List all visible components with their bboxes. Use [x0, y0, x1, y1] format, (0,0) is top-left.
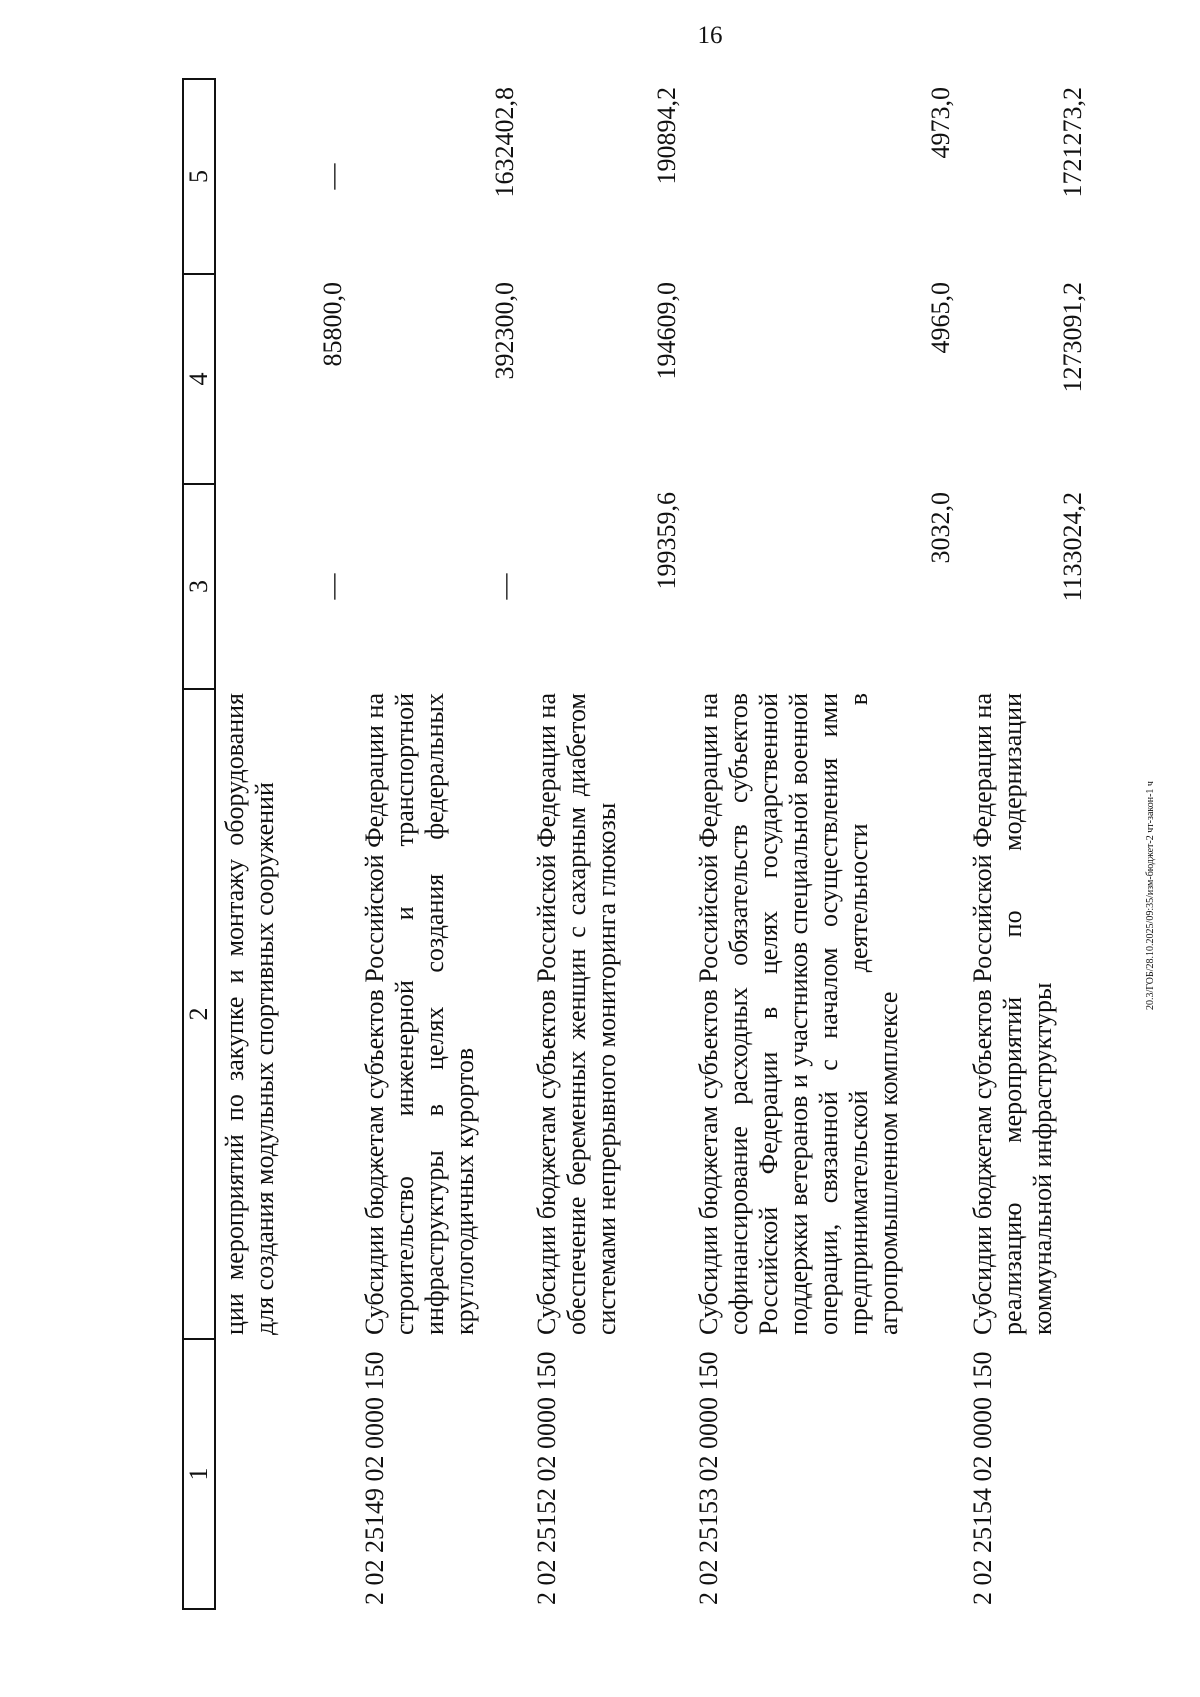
row-value-col3: 3032,0 [926, 492, 955, 564]
table-row [348, 79, 520, 1609]
row-value-col4: 4965,0 [926, 282, 955, 354]
header-col-4: 4 [183, 274, 215, 484]
row-description: Субсидии бюджетам субъектов Российской Федерации на реализацию мероприятий по модернизации коммунальной инфраструктуры [968, 693, 1057, 1335]
rotated-table-container [182, 80, 1087, 1610]
row-description: Субсидии бюджетам субъектов Российской Федерации на обеспечение беременных женщин с сахарным диабетом системами непрерывного мониторинга глюкозы [532, 693, 621, 1335]
row-value-col3: — [490, 573, 519, 600]
budget-table [182, 78, 1088, 1610]
row-code: 2 02 25153 02 0000 150 [694, 1351, 723, 1605]
row-value-col5: 4973,0 [926, 87, 955, 159]
row-code [215, 1339, 348, 1609]
row-code: 2 02 25154 02 0000 150 [968, 1351, 997, 1605]
table-row [520, 79, 682, 1609]
row-value-col5: — [318, 163, 347, 190]
row-value-col3: — [318, 573, 347, 600]
row-description: ции мероприятий по закупке и монтажу оборудования для создания модульных спортивных сооружений [220, 693, 279, 1335]
row-value-col4: 1273091,2 [1058, 282, 1087, 393]
row-code: 2 02 25152 02 0000 150 [532, 1351, 561, 1605]
header-col-5: 5 [183, 79, 215, 274]
row-value-col5: 1632402,8 [490, 87, 519, 198]
row-value-col4: 392300,0 [490, 282, 519, 380]
row-value-col4: 194609,0 [652, 282, 681, 380]
header-col-2: 2 [183, 689, 215, 1339]
row-description: Субсидии бюджетам субъектов Российской Федерации на софинансирование расходных обязательств субъектов Российской Федерации в целях государственной поддержки ветеранов и участников специальной военной операции, связанной с началом осуществления ими предпринимательской деятельности в агропромышленном комплексе [694, 693, 903, 1335]
row-value-col5: 190894,2 [652, 87, 681, 185]
row-code: 2 02 25149 02 0000 150 [360, 1351, 389, 1605]
table-row [215, 79, 348, 1609]
document-footer-code: 20.3/ГОБ/28.10.2025/09:35/изм-бюджет-2 чт-закон-1 ч [1145, 781, 1156, 1010]
row-value-col3: 1133024,2 [1058, 492, 1087, 602]
header-col-3: 3 [183, 484, 215, 689]
row-value-col3: 199359,6 [652, 492, 681, 590]
table-header [183, 79, 215, 1609]
row-description: Субсидии бюджетам субъектов Российской Федерации на строительство инженерной и транспортной инфраструктуры в целях создания федеральных круглогодичных курортов [360, 693, 479, 1335]
row-value-col4: 85800,0 [318, 282, 347, 367]
row-value-col5: 1721273,2 [1058, 87, 1087, 198]
header-col-1: 1 [183, 1339, 215, 1609]
table-row [956, 79, 1088, 1609]
page-number: 16 [697, 22, 723, 49]
table-row [682, 79, 956, 1609]
